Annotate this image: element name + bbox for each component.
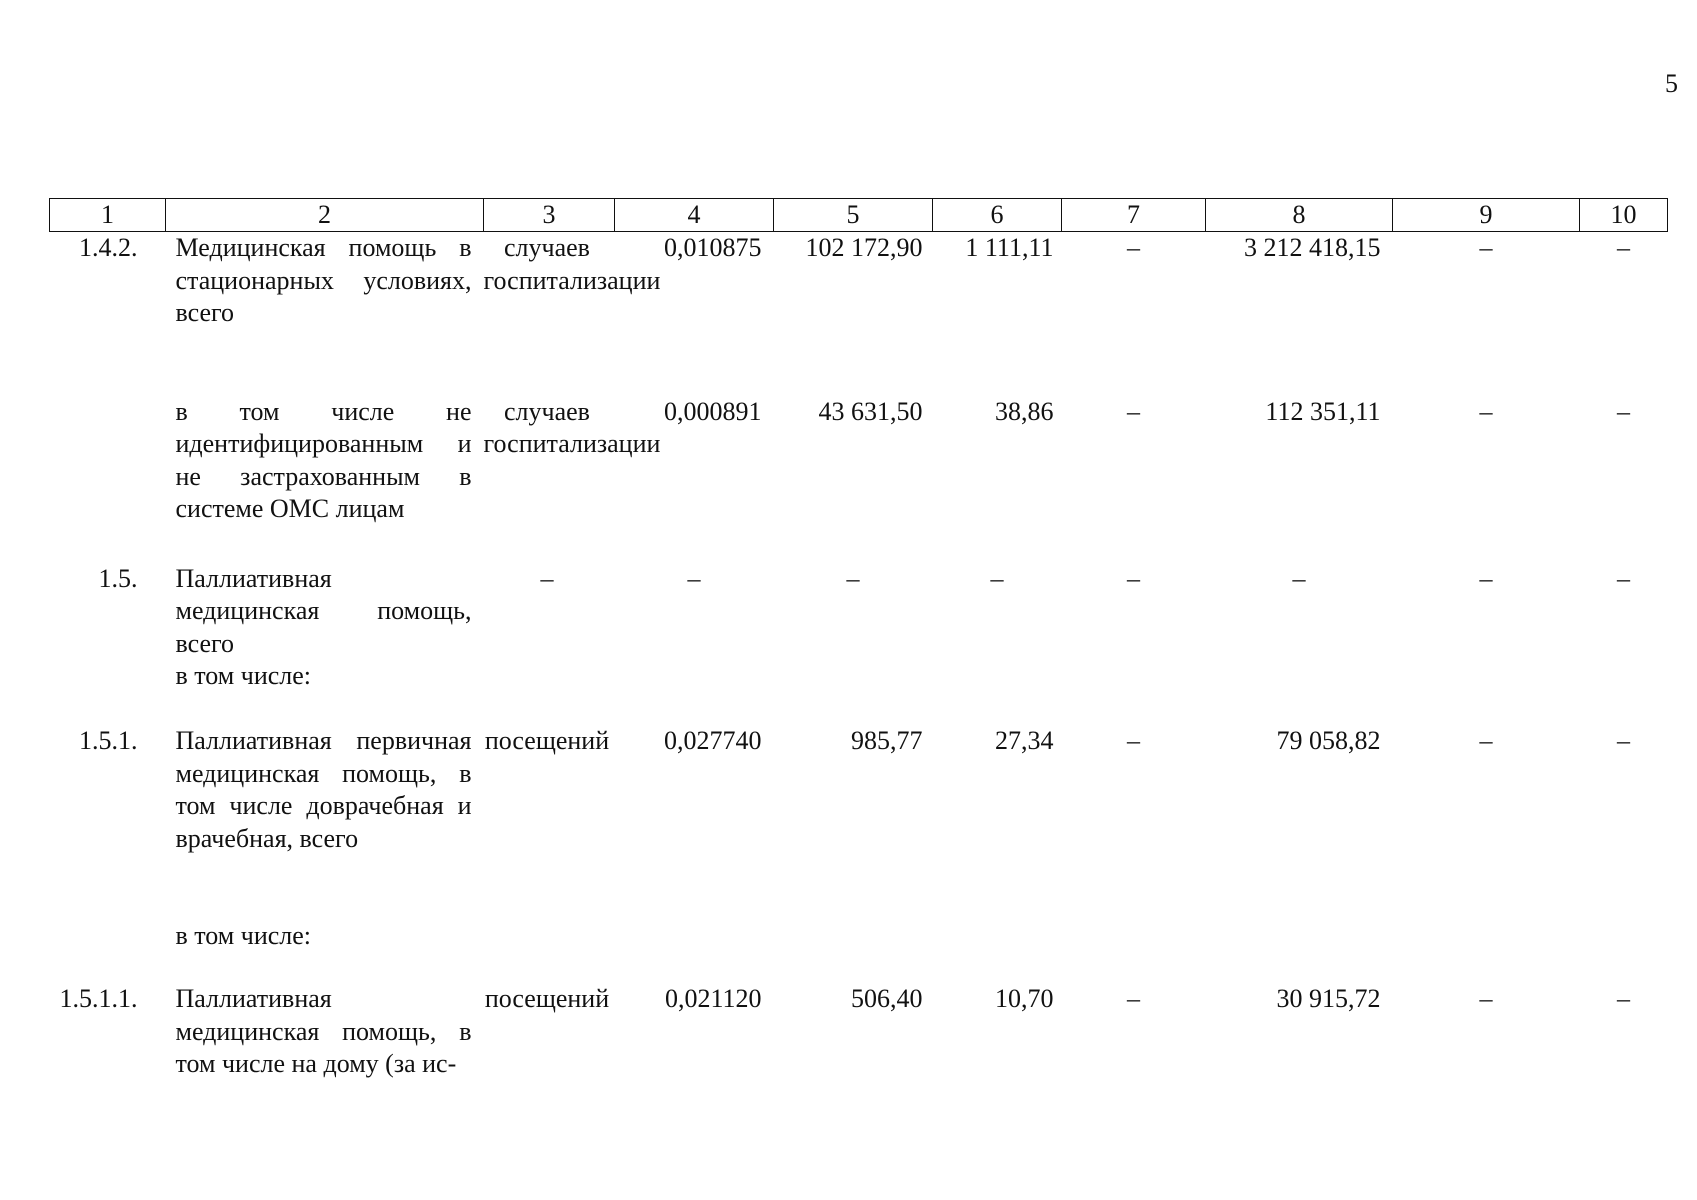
row-value [1393, 920, 1580, 983]
column-header: 3 [484, 199, 615, 232]
table-row [50, 725, 1668, 920]
row-code [50, 660, 166, 725]
row-unit: случаев госпитализации [483, 233, 661, 295]
table-row [50, 563, 1668, 661]
row-value [1580, 920, 1668, 983]
row-value: 1 111,11 [965, 233, 1054, 262]
row-value: – [687, 563, 701, 593]
row-value: 79 058,82 [1276, 726, 1381, 755]
row-value: – [1617, 984, 1630, 1013]
column-header: 5 [774, 199, 933, 232]
row-value: – [1479, 726, 1493, 755]
row-value: – [1617, 726, 1630, 755]
row-value [774, 660, 933, 725]
row-value: 0,010875 [664, 233, 762, 262]
row-code: 1.4.2. [79, 233, 138, 262]
row-value: 27,34 [995, 726, 1054, 755]
table-row [50, 396, 1668, 563]
row-value: 102 172,90 [805, 233, 923, 262]
column-header: 7 [1062, 199, 1206, 232]
row-value [1062, 920, 1206, 983]
row-value: 112 351,11 [1265, 396, 1381, 426]
column-header: 10 [1580, 199, 1668, 232]
row-value: 0,021120 [664, 984, 762, 1013]
row-value: – [990, 563, 1004, 593]
column-header: 1 [50, 199, 166, 232]
row-value: – [1617, 563, 1630, 593]
row-value [615, 920, 774, 983]
row-value: 506,40 [851, 984, 923, 1013]
column-header: 6 [933, 199, 1062, 232]
row-value [615, 660, 774, 725]
row-code: 1.5.1. [79, 726, 138, 755]
row-value: – [1127, 396, 1140, 426]
row-value: – [1127, 984, 1140, 1013]
header-row [50, 199, 1668, 232]
row-value: – [1479, 563, 1493, 593]
row-name: в том числе: [175, 921, 312, 950]
row-value: – [1479, 984, 1493, 1013]
row-value: 10,70 [995, 984, 1054, 1013]
column-header: 2 [166, 199, 484, 232]
row-name: в том числе не идентифицированным и не застрахованным в системе ОМС лицам [175, 396, 472, 523]
row-unit: случаев госпитализации [483, 396, 661, 458]
row-value: – [1292, 563, 1306, 593]
row-value: 3 212 418,15 [1244, 233, 1381, 262]
row-value [1580, 660, 1668, 725]
row-value [933, 660, 1062, 725]
table-row [50, 660, 1668, 725]
column-header: 8 [1206, 199, 1393, 232]
row-value [933, 920, 1062, 983]
row-value [1206, 920, 1393, 983]
row-value [1062, 660, 1206, 725]
row-unit [484, 660, 615, 725]
row-unit: – [540, 563, 554, 593]
row-value: – [1479, 233, 1493, 262]
table-row [50, 920, 1668, 983]
row-name: Паллиативная медицинская помощь, в том числе на дому (за ис- [175, 984, 472, 1078]
row-value: 985,77 [851, 726, 923, 755]
row-name: Паллиативная первичная медицинская помощь, в том числе доврачебная и врачебная, всего [175, 726, 472, 853]
row-code: 1.5.1.1. [59, 984, 138, 1013]
column-header: 4 [615, 199, 774, 232]
row-unit: посещений [484, 726, 610, 755]
row-value [774, 920, 933, 983]
row-value [1206, 660, 1393, 725]
row-value: 38,86 [995, 396, 1054, 426]
row-name: Паллиативная медицинская помощь, всего [175, 563, 472, 658]
row-value: – [1127, 233, 1140, 262]
row-name: Медицинская помощь в стационарных условиях, всего [175, 233, 472, 327]
row-value: 43 631,50 [818, 396, 923, 426]
row-unit: посещений [484, 984, 610, 1013]
table-row [50, 232, 1668, 396]
row-value [1393, 660, 1580, 725]
column-header: 9 [1393, 199, 1580, 232]
row-value: 0,027740 [664, 726, 762, 755]
row-code [50, 396, 166, 563]
row-value: – [1127, 726, 1140, 755]
row-name: в том числе: [175, 661, 312, 690]
row-value: – [1127, 563, 1140, 593]
row-value: 0,000891 [664, 396, 762, 426]
row-unit [484, 920, 615, 983]
budget-table [49, 198, 1668, 1083]
table-row [50, 983, 1668, 1083]
row-value: – [1479, 396, 1493, 426]
row-value: – [1617, 396, 1630, 426]
row-value: – [1617, 233, 1630, 262]
row-value: 30 915,72 [1276, 984, 1381, 1013]
row-code [50, 920, 166, 983]
row-code: 1.5. [98, 563, 138, 593]
row-value: – [846, 563, 860, 593]
page-number: 5 [1665, 69, 1678, 98]
